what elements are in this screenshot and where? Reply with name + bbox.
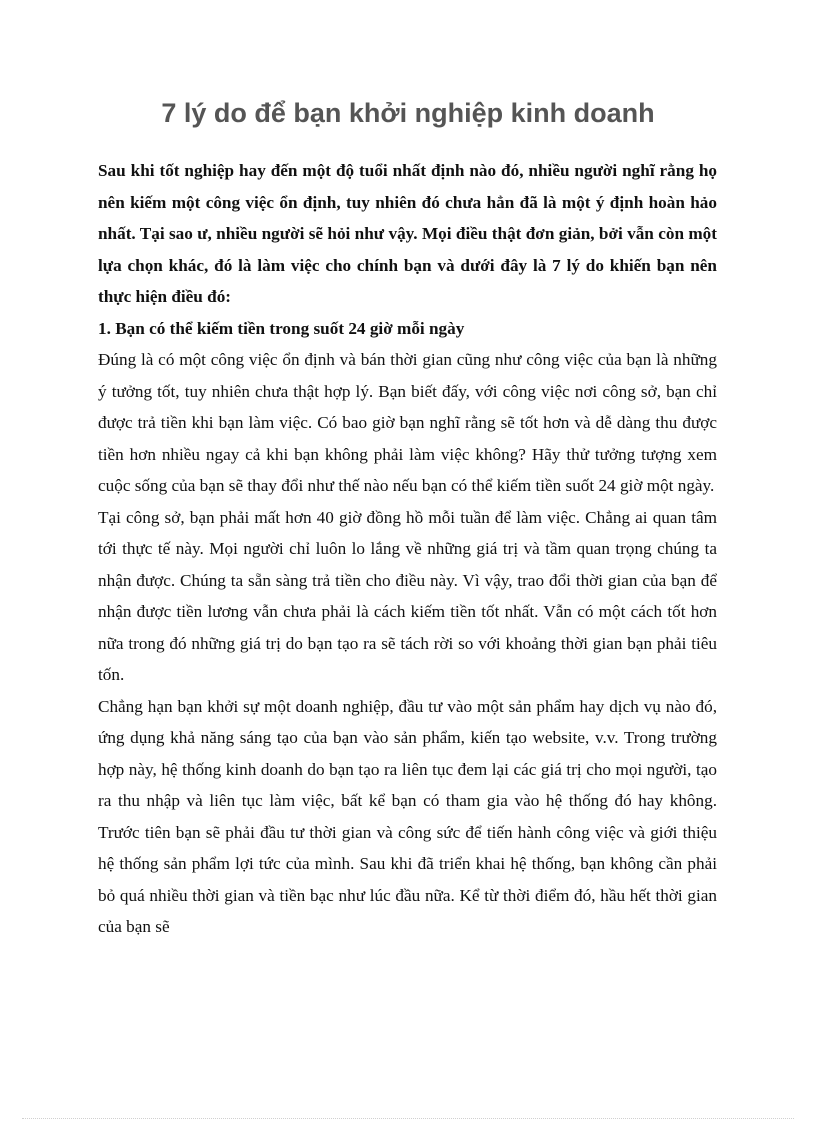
body-paragraph: Tại công sở, bạn phải mất hơn 40 giờ đồng hồ mỗi tuần để làm việc. Chẳng ai quan tâm tới thực tế này. Mọi người chỉ luôn lo lắng về những giá trị và tầm quan trọng chúng ta nhận được. Chúng ta sẵn sàng trả tiền cho điều này. Vì vậy, trao đổi thời gian của bạn để nhận được tiền lương vẫn chưa phải là cách kiếm tiền tốt nhất. Vẫn có một cách tốt hơn nữa trong đó những giá trị do bạn tạo ra sẽ tách rời so với khoảng thời gian bạn phải tiêu tốn. xyxy=(98,507,717,684)
page-title: 7 lý do để bạn khởi nghiệp kinh doanh xyxy=(161,98,655,128)
page-bottom-divider xyxy=(22,1118,794,1119)
body-paragraph: Chẳng hạn bạn khởi sự một doanh nghiệp, đầu tư vào một sản phẩm hay dịch vụ nào đó, ứng dụng khả năng sáng tạo của bạn vào sản phẩm, kiến tạo website, v.v. Trong trường hợp này, hệ thống kinh doanh do bạn tạo ra liên tục đem lại các giá trị cho mọi người, tạo ra thu nhập và liên tục làm việc, bất kể bạn có tham gia vào hệ thống đó hay không. Trước tiên bạn sẽ phải đầu tư thời gian và công sức để tiến hành công việc và giới thiệu hệ thống sản phẩm lợi tức của mình. Sau khi đã triển khai hệ thống, bạn không cần phải bỏ quá nhiều thời gian và tiền bạc như lúc đầu nữa. Kể từ thời điểm đó, hầu hết thời gian của bạn sẽ xyxy=(98,696,717,936)
section-heading: 1. Bạn có thể kiếm tiền trong suốt 24 giờ mỗi ngày xyxy=(98,318,465,338)
intro-paragraph: Sau khi tốt nghiệp hay đến một độ tuổi nhất định nào đó, nhiều người nghĩ rằng họ nên kiếm một công việc ổn định, tuy nhiên đó chưa hẳn đã là một ý định hoàn hảo nhất. Tại sao ư, nhiều người sẽ hỏi như vậy. Mọi điều thật đơn giản, bởi vẫn còn một lựa chọn khác, đó là làm việc cho chính bạn và dưới đây là 7 lý do khiến bạn nên thực hiện điều đó: xyxy=(98,161,717,306)
document-body xyxy=(98,155,717,943)
body-paragraph: Đúng là có một công việc ổn định và bán thời gian cũng như công việc của bạn là những ý tưởng tốt, tuy nhiên chưa thật hợp lý. Bạn biết đấy, với công việc nơi công sở, bạn chỉ được trả tiền khi bạn làm việc. Có bao giờ bạn nghĩ rằng sẽ tốt hơn và dễ dàng thu được tiền hơn nhiều ngay cả khi bạn không phải làm việc không? Hãy thử tưởng tượng xem cuộc sống của bạn sẽ thay đổi như thế nào nếu bạn có thể kiếm tiền suốt 24 giờ một ngày. xyxy=(98,350,717,495)
